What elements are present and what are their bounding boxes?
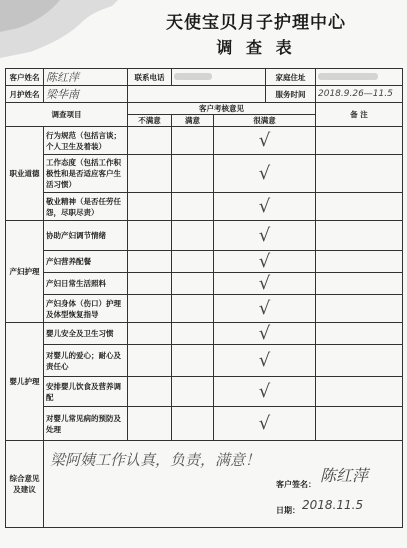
section-name: 职业道德: [6, 127, 44, 221]
comment-text: 梁阿姨工作认真，负责，满意！: [50, 451, 261, 469]
cell-not-satisfied: [128, 377, 172, 407]
item-label: 产妇日常生活照料: [44, 273, 128, 295]
signature-label: 客户签名：: [276, 479, 316, 489]
contact-label: 联系电话: [128, 69, 172, 86]
cell-satisfied: [172, 345, 214, 377]
client-name-value[interactable]: 陈红萍: [44, 69, 128, 86]
cell-not-satisfied: [128, 193, 172, 221]
info-row-client: [6, 69, 403, 86]
cell-remark: [316, 193, 403, 221]
cell-remark: [316, 155, 403, 193]
item-label: 对婴儿常见病的预防及处理: [44, 407, 128, 441]
signature-handwriting: 陈红萍: [320, 466, 369, 485]
info-row-nurse: [6, 86, 403, 103]
date-handwriting: 2018.11.5: [302, 498, 364, 512]
comments-label: 综合意见及建议: [6, 441, 44, 528]
cell-satisfied: [172, 407, 214, 441]
cell-satisfied: [172, 273, 214, 295]
checkmark-icon[interactable]: √: [214, 221, 316, 251]
item-label: 对婴儿的爱心；耐心及责任心: [44, 345, 128, 377]
cell-satisfied: [172, 127, 214, 155]
checkmark-icon[interactable]: √: [214, 251, 316, 273]
table-row: [6, 345, 403, 377]
footer-row: [6, 441, 403, 528]
item-label: 行为规范（包括言谈；个人卫生及着装）: [44, 127, 128, 155]
cell-not-satisfied: [128, 323, 172, 345]
table-row: [6, 323, 403, 345]
page-title: 天使宝贝月子护理中心: [166, 13, 346, 33]
cell-not-satisfied: [128, 407, 172, 441]
item-label: 敬业精神（是否任劳任怨，尽职尽责）: [44, 193, 128, 221]
checkmark-icon[interactable]: √: [214, 193, 316, 221]
cell-not-satisfied: [128, 127, 172, 155]
contact-value-redacted: [172, 69, 266, 86]
col-very-satisfied: 很满意: [214, 115, 316, 127]
cell-satisfied: [172, 251, 214, 273]
client-name-label: 客户姓名: [6, 69, 44, 86]
address-label: 家庭住址: [266, 69, 316, 86]
item-label: 工作态度（包括工作积极性和是否适应客户生活习惯）: [44, 155, 128, 193]
item-header: 调查项目: [6, 103, 128, 127]
service-time-label: 服务时间: [266, 86, 316, 103]
cell-not-satisfied: [128, 155, 172, 193]
table-row: [6, 127, 403, 155]
header-row: [6, 103, 403, 115]
checkmark-icon[interactable]: √: [214, 127, 316, 155]
cell-remark: [316, 407, 403, 441]
table-row: [6, 193, 403, 221]
section-name: 婴儿护理: [6, 323, 44, 441]
nurse-name-label: 月护姓名: [6, 86, 44, 103]
cell-satisfied: [172, 323, 214, 345]
cell-not-satisfied: [128, 295, 172, 323]
item-label: 产妇营养配餐: [44, 251, 128, 273]
logo-swoosh-graphic: [0, 0, 118, 58]
address-value-redacted: [316, 69, 403, 86]
page-subtitle: 调 查 表: [216, 38, 296, 57]
checkmark-icon[interactable]: √: [214, 345, 316, 377]
table-row: [6, 273, 403, 295]
cell-satisfied: [172, 221, 214, 251]
checkmark-icon[interactable]: √: [214, 377, 316, 407]
table-row: [6, 221, 403, 251]
col-satisfied: 满意: [172, 115, 214, 127]
col-not-satisfied: 不满意: [128, 115, 172, 127]
opinion-header: 客户考核意见: [128, 103, 316, 115]
cell-remark: [316, 221, 403, 251]
cell-satisfied: [172, 295, 214, 323]
cell-remark: [316, 345, 403, 377]
cell-not-satisfied: [128, 251, 172, 273]
item-label: 婴儿安全及卫生习惯: [44, 323, 128, 345]
table-row: [6, 155, 403, 193]
cell-satisfied: [172, 193, 214, 221]
item-label: 安排婴儿饮食及营养调配: [44, 377, 128, 407]
cell-not-satisfied: [128, 345, 172, 377]
item-label: 产妇身体（伤口）护理及体型恢复指导: [44, 295, 128, 323]
checkmark-icon[interactable]: √: [214, 407, 316, 441]
checkmark-icon[interactable]: √: [214, 295, 316, 323]
cell-satisfied: [172, 377, 214, 407]
table-row: [6, 251, 403, 273]
checkmark-icon[interactable]: √: [214, 323, 316, 345]
comments-area[interactable]: [44, 441, 403, 528]
survey-table: [5, 68, 403, 528]
table-row: [6, 295, 403, 323]
cell-remark: [316, 295, 403, 323]
cell-remark: [316, 273, 403, 295]
table-row: [6, 377, 403, 407]
cell-remark: [316, 127, 403, 155]
nurse-name-value[interactable]: 梁华南: [44, 86, 128, 103]
cell-not-satisfied: [128, 273, 172, 295]
item-label: 协助产妇调节情绪: [44, 221, 128, 251]
service-time-value[interactable]: 2018.9.26—11.5: [316, 86, 403, 103]
checkmark-icon[interactable]: √: [214, 273, 316, 295]
cell-remark: [316, 251, 403, 273]
cell-remark: [316, 377, 403, 407]
cell-remark: [316, 323, 403, 345]
remark-header: 备 注: [316, 103, 403, 127]
table-row: [6, 407, 403, 441]
cell-not-satisfied: [128, 221, 172, 251]
date-label: 日期：: [276, 505, 300, 515]
section-name: 产妇护理: [6, 221, 44, 323]
checkmark-icon[interactable]: √: [214, 155, 316, 193]
cell-satisfied: [172, 155, 214, 193]
info-blank: [128, 86, 266, 103]
